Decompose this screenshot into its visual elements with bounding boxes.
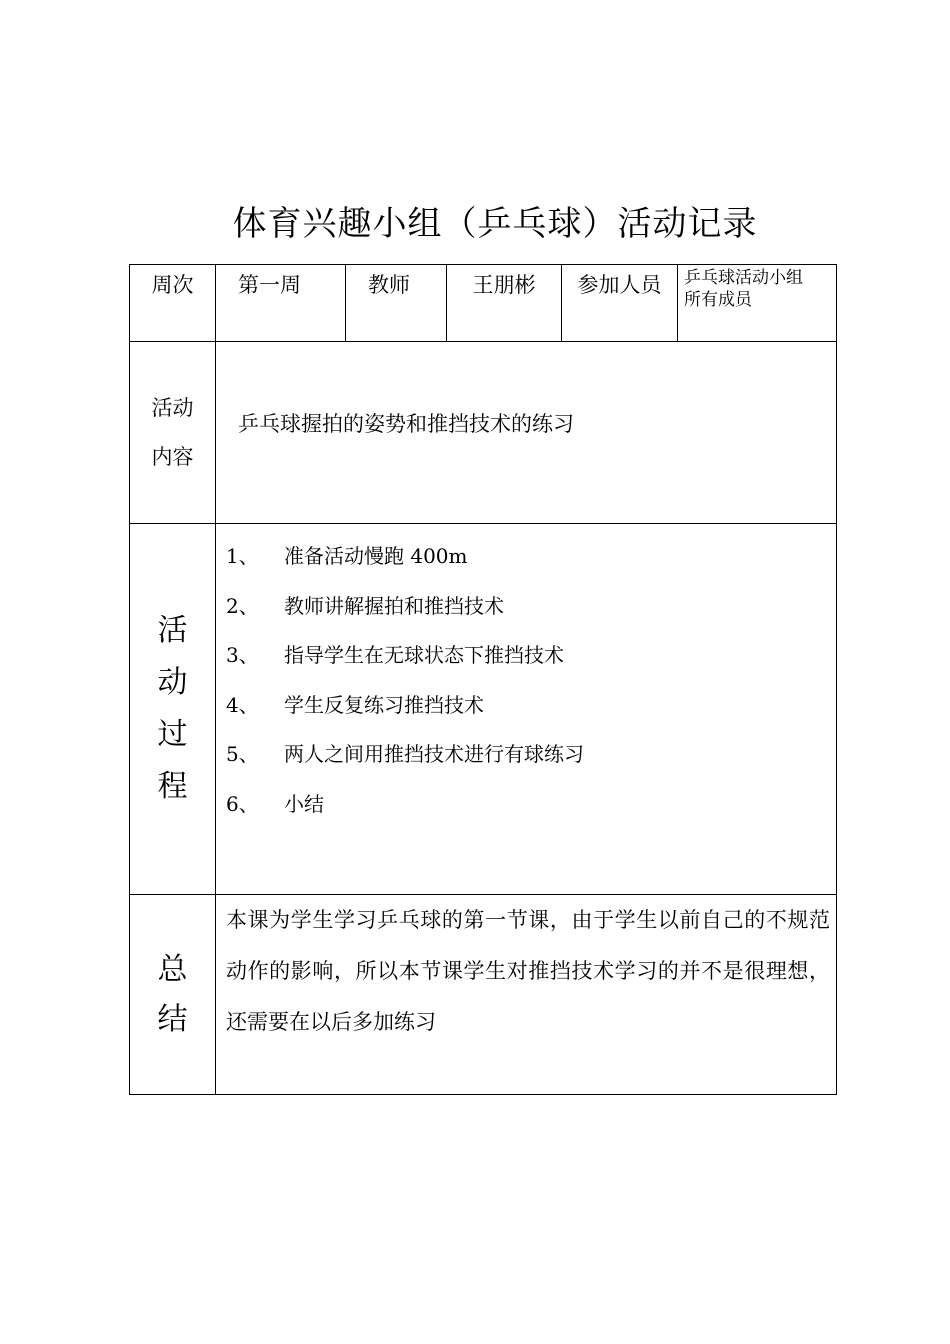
process-label-char: 过 [157,717,188,752]
process-label-char: 活 [157,613,188,648]
content-label-line1: 活动 [151,395,194,420]
list-item [226,532,836,582]
step-text: 两人之间用推挡技术进行有球练习 [284,742,584,766]
step-text: 指导学生在无球状态下推挡技术 [284,643,564,667]
step-number: 1、 [226,544,259,568]
summary-label-char: 总 [157,951,188,987]
summary-row [130,895,837,1095]
step-number: 2、 [226,593,259,618]
header-row [130,265,837,342]
list-item [226,681,836,731]
process-label [130,524,216,895]
page-title: 体育兴趣小组（乒乓球）活动记录 [232,204,758,244]
step-number: 6、 [226,791,259,816]
participants-value [678,265,837,342]
teacher-value: 王朋彬 [447,265,562,342]
process-row [130,524,837,895]
list-item [226,780,836,830]
step-text: 准备活动慢跑 400m [284,544,468,568]
summary-text: 本课为学生学习乒乓球的第一节课，由于学生以前自己的不规范动作的影响，所以本节课学生对推挡技术学习的并不是很理想，还需要在以后多加练习 [216,895,837,1095]
list-item [226,582,836,632]
list-item [226,730,836,780]
content-row [130,342,837,524]
participants-label: 参加人员 [562,265,678,342]
content-text: 乒乓球握拍的姿势和推挡技术的练习 [216,342,837,524]
summary-label-char: 结 [157,1001,188,1037]
week-value: 第一周 [216,265,346,342]
week-label: 周次 [130,265,216,342]
list-item [226,631,836,681]
summary-label [130,895,216,1095]
step-number: 5、 [226,742,259,766]
process-label-char: 程 [157,769,188,804]
process-label-char: 动 [157,665,188,700]
teacher-label: 教师 [346,265,447,342]
activity-record-table [129,264,837,1095]
step-text: 教师讲解握拍和推挡技术 [284,593,504,618]
process-steps-list [216,524,836,829]
participants-value-line1: 乒乓球活动小组 [684,268,803,288]
step-text: 小结 [284,791,324,816]
step-number: 3、 [226,643,259,667]
content-label-line2: 内容 [151,444,194,469]
step-text: 学生反复练习推挡技术 [284,692,484,717]
participants-value-line2: 所有成员 [684,290,752,310]
process-steps-cell [216,524,837,895]
content-label [130,342,216,524]
step-number: 4、 [226,692,259,717]
